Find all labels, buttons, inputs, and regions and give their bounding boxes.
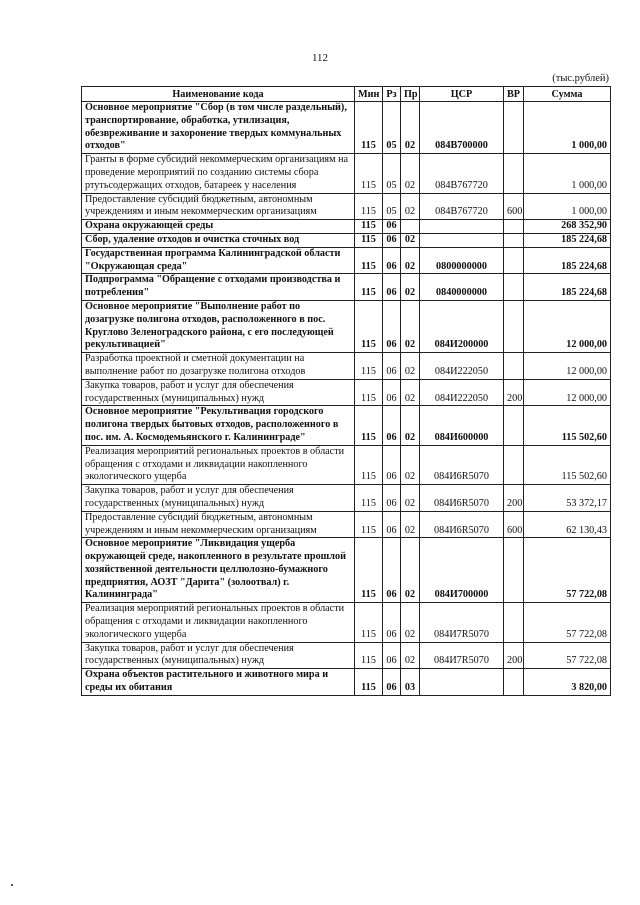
table-row	[82, 445, 611, 484]
cell-csr: 084И6R5070	[420, 485, 504, 512]
cell-rz: 06	[383, 379, 401, 406]
cell-name: Основное мероприятие "Ликвидация ущерба окружающей среде, накопленного в результате прошлой хозяйственной деятельности целлюлозно-бумажного предприятия, АОЗТ "Дарита" (золоотвал) г. Калининграда"	[82, 538, 355, 603]
cell-name: Основное мероприятие "Рекультивация городского полигона твердых бытовых отходов, расположенного в пос. им. А. Космодемьянского г. Калининграде"	[82, 406, 355, 445]
cell-csr: 084И7R5070	[420, 603, 504, 642]
header-min: Мин	[355, 87, 383, 102]
cell-sum: 185 224,68	[524, 233, 611, 247]
cell-vr: 600	[504, 511, 524, 538]
table-row	[82, 642, 611, 669]
cell-pr: 02	[401, 511, 420, 538]
table-row	[82, 154, 611, 193]
cell-rz: 06	[383, 669, 401, 696]
cell-sum: 62 130,43	[524, 511, 611, 538]
cell-name: Закупка товаров, работ и услуг для обеспечения государственных (муниципальных) нужд	[82, 642, 355, 669]
cell-vr	[504, 406, 524, 445]
table-row	[82, 406, 611, 445]
cell-name: Основное мероприятие "Сбор (в том числе раздельный), транспортирование, обработка, утилизация, обезвреживание и захоронение твердых коммунальных отходов"	[82, 102, 355, 154]
cell-csr: 084В767720	[420, 154, 504, 193]
table-row	[82, 669, 611, 696]
table-row	[82, 485, 611, 512]
cell-min: 115	[355, 511, 383, 538]
header-name: Наименование кода	[82, 87, 355, 102]
cell-rz: 06	[383, 247, 401, 274]
cell-vr	[504, 538, 524, 603]
cell-name: Охрана окружающей среды	[82, 220, 355, 234]
cell-pr	[401, 220, 420, 234]
cell-pr: 03	[401, 669, 420, 696]
cell-vr	[504, 445, 524, 484]
header-vr: ВР	[504, 87, 524, 102]
cell-vr	[504, 603, 524, 642]
cell-csr: 084И700000	[420, 538, 504, 603]
cell-min: 115	[355, 233, 383, 247]
cell-rz: 06	[383, 220, 401, 234]
cell-pr: 02	[401, 154, 420, 193]
cell-sum: 268 352,90	[524, 220, 611, 234]
cell-rz: 06	[383, 485, 401, 512]
cell-name: Закупка товаров, работ и услуг для обеспечения государственных (муниципальных) нужд	[82, 485, 355, 512]
cell-min: 115	[355, 300, 383, 352]
cell-name: Охрана объектов растительного и животного мира и среды их обитания	[82, 669, 355, 696]
cell-pr: 02	[401, 538, 420, 603]
units-label: (тыс.рублей)	[552, 73, 609, 84]
cell-pr: 02	[401, 300, 420, 352]
table-row	[82, 511, 611, 538]
cell-pr: 02	[401, 274, 420, 301]
cell-rz: 06	[383, 274, 401, 301]
cell-pr: 02	[401, 406, 420, 445]
table-row	[82, 538, 611, 603]
header-rz: Рз	[383, 87, 401, 102]
cell-vr: 200	[504, 379, 524, 406]
cell-rz: 06	[383, 406, 401, 445]
cell-min: 115	[355, 445, 383, 484]
cell-vr: 200	[504, 642, 524, 669]
cell-rz: 06	[383, 300, 401, 352]
cell-vr	[504, 247, 524, 274]
cell-vr	[504, 102, 524, 154]
cell-min: 115	[355, 102, 383, 154]
cell-csr: 0800000000	[420, 247, 504, 274]
cell-vr	[504, 154, 524, 193]
cell-rz: 06	[383, 642, 401, 669]
cell-sum: 1 000,00	[524, 193, 611, 220]
cell-name: Государственная программа Калининградской области "Окружающая среда"	[82, 247, 355, 274]
table-row	[82, 102, 611, 154]
cell-sum: 57 722,08	[524, 603, 611, 642]
cell-csr: 084И6R5070	[420, 511, 504, 538]
cell-sum: 3 820,00	[524, 669, 611, 696]
cell-vr	[504, 220, 524, 234]
header-pr: Пр	[401, 87, 420, 102]
cell-sum: 57 722,08	[524, 642, 611, 669]
cell-vr: 200	[504, 485, 524, 512]
cell-pr: 02	[401, 642, 420, 669]
cell-pr: 02	[401, 603, 420, 642]
cell-rz: 06	[383, 603, 401, 642]
cell-rz: 06	[383, 353, 401, 380]
cell-sum: 12 000,00	[524, 353, 611, 380]
scan-mark	[11, 884, 13, 886]
cell-sum: 115 502,60	[524, 406, 611, 445]
cell-csr: 084И222050	[420, 353, 504, 380]
cell-sum: 115 502,60	[524, 445, 611, 484]
cell-name: Реализация мероприятий региональных проектов в области обращения с отходами и ликвидации накопленного экологического ущерба	[82, 603, 355, 642]
cell-csr	[420, 669, 504, 696]
cell-name: Подпрограмма "Обращение с отходами производства и потребления"	[82, 274, 355, 301]
cell-csr: 084В767720	[420, 193, 504, 220]
cell-min: 115	[355, 220, 383, 234]
cell-rz: 06	[383, 445, 401, 484]
cell-vr	[504, 233, 524, 247]
cell-rz: 05	[383, 102, 401, 154]
cell-min: 115	[355, 485, 383, 512]
table-body	[82, 102, 611, 696]
budget-table	[81, 86, 611, 696]
cell-name: Основное мероприятие "Выполнение работ по дозагрузке полигона отходов, расположенного в пос. Круглово Зеленоградского района, с его последующей рекультивацией"	[82, 300, 355, 352]
cell-min: 115	[355, 406, 383, 445]
cell-name: Гранты в форме субсидий некоммерческим организациям на проведение мероприятий по созданию системы сбора ртутьсодержащих отходов, батареек у населения	[82, 154, 355, 193]
header-sum: Сумма	[524, 87, 611, 102]
cell-sum: 1 000,00	[524, 102, 611, 154]
cell-sum: 57 722,08	[524, 538, 611, 603]
cell-pr: 02	[401, 102, 420, 154]
cell-rz: 05	[383, 154, 401, 193]
cell-csr: 0840000000	[420, 274, 504, 301]
cell-pr: 02	[401, 485, 420, 512]
cell-pr: 02	[401, 379, 420, 406]
cell-min: 115	[355, 193, 383, 220]
cell-min: 115	[355, 603, 383, 642]
cell-csr	[420, 220, 504, 234]
cell-min: 115	[355, 353, 383, 380]
cell-csr: 084И222050	[420, 379, 504, 406]
page-number: 112	[311, 52, 329, 64]
cell-sum: 12 000,00	[524, 379, 611, 406]
table-header-row	[82, 87, 611, 102]
cell-min: 115	[355, 379, 383, 406]
table-row	[82, 300, 611, 352]
cell-csr: 084И7R5070	[420, 642, 504, 669]
header-csr: ЦСР	[420, 87, 504, 102]
cell-csr	[420, 233, 504, 247]
cell-min: 115	[355, 274, 383, 301]
cell-name: Реализация мероприятий региональных проектов в области обращения с отходами и ликвидации накопленного экологического ущерба	[82, 445, 355, 484]
cell-csr: 084И200000	[420, 300, 504, 352]
cell-sum: 12 000,00	[524, 300, 611, 352]
cell-pr: 02	[401, 193, 420, 220]
cell-min: 115	[355, 247, 383, 274]
cell-sum: 185 224,68	[524, 274, 611, 301]
cell-sum: 1 000,00	[524, 154, 611, 193]
cell-name: Сбор, удаление отходов и очистка сточных вод	[82, 233, 355, 247]
cell-csr: 084И6R5070	[420, 445, 504, 484]
cell-pr: 02	[401, 247, 420, 274]
cell-min: 115	[355, 538, 383, 603]
table-row	[82, 379, 611, 406]
table-row	[82, 220, 611, 234]
cell-pr: 02	[401, 445, 420, 484]
cell-name: Предоставление субсидий бюджетным, автономным учреждениям и иным некоммерческим организациям	[82, 511, 355, 538]
cell-vr	[504, 669, 524, 696]
table-row	[82, 233, 611, 247]
cell-vr: 600	[504, 193, 524, 220]
cell-vr	[504, 300, 524, 352]
cell-rz: 06	[383, 538, 401, 603]
cell-sum: 185 224,68	[524, 247, 611, 274]
cell-name: Разработка проектной и сметной документации на выполнение работ по дозагрузке полигона отходов	[82, 353, 355, 380]
cell-csr: 084В700000	[420, 102, 504, 154]
cell-min: 115	[355, 669, 383, 696]
cell-name: Закупка товаров, работ и услуг для обеспечения государственных (муниципальных) нужд	[82, 379, 355, 406]
table-row	[82, 274, 611, 301]
cell-pr: 02	[401, 233, 420, 247]
cell-vr	[504, 353, 524, 380]
cell-min: 115	[355, 642, 383, 669]
table-row	[82, 603, 611, 642]
cell-min: 115	[355, 154, 383, 193]
cell-sum: 53 372,17	[524, 485, 611, 512]
cell-rz: 05	[383, 193, 401, 220]
cell-name: Предоставление субсидий бюджетным, автономным учреждениям и иным некоммерческим организациям	[82, 193, 355, 220]
cell-csr: 084И600000	[420, 406, 504, 445]
cell-vr	[504, 274, 524, 301]
table-row	[82, 353, 611, 380]
cell-rz: 06	[383, 511, 401, 538]
cell-pr: 02	[401, 353, 420, 380]
cell-rz: 06	[383, 233, 401, 247]
table-row	[82, 193, 611, 220]
table-row	[82, 247, 611, 274]
